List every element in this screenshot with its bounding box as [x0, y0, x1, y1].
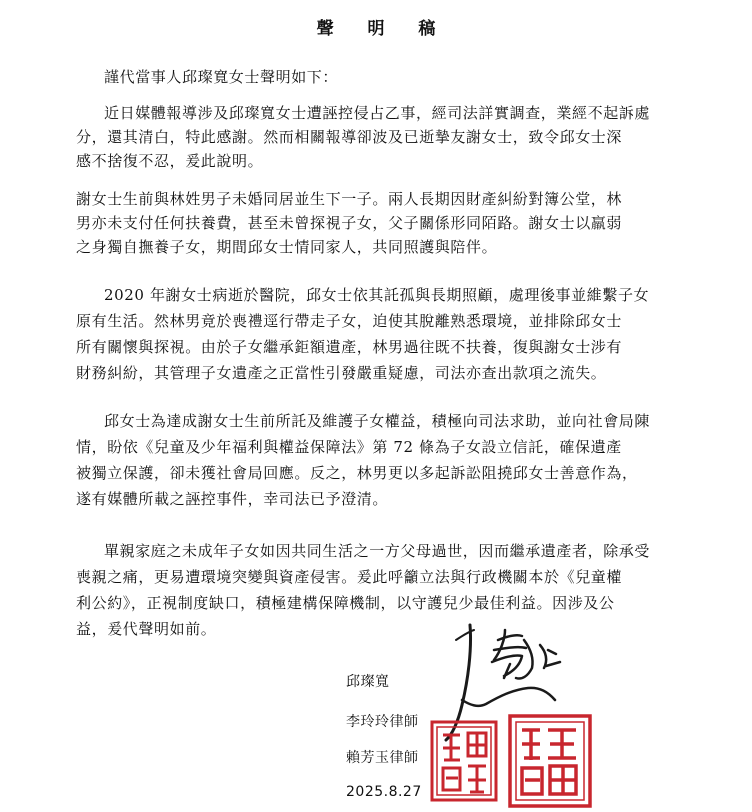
paragraph-2-line-1: 謝女士生前與林姓男子未婚同居並生下一子。兩人長期因財產糾紛對簿公堂，林: [76, 190, 623, 208]
signatory-1: 邱璨寬: [346, 674, 390, 690]
paragraph-2-line-3: 之身獨自撫養子女，期間邱女士情同家人，共同照護與陪伴。: [76, 238, 498, 256]
paragraph-5-line-4: 益，爰代聲明如前。: [76, 620, 217, 638]
signatory-2: 李玲玲律師: [346, 714, 419, 730]
paragraph-1-line-2: 分，還其清白，特此感謝。然而相關報導卻波及已逝摯友謝女士，致令邱女士深: [76, 128, 623, 146]
signatory-3: 賴芳玉律師: [346, 750, 419, 766]
seal-right-stamp: [510, 716, 590, 806]
paragraph-5-line-2: 喪親之痛，更易遭環境突變與資產侵害。爰此呼籲立法與行政機關本於《兒童權: [76, 568, 623, 586]
paragraph-1-line-3: 感不捨復不忍，爰此說明。: [76, 152, 264, 170]
seal-left-stamp: [432, 722, 496, 800]
paragraph-3-line-2: 原有生活。然林男竟於喪禮逕行帶走子女，迫使其脫離熟悉環境，並排除邱女士: [76, 312, 623, 330]
paragraph-2-line-2: 男亦未支付任何扶養費，甚至未曾探視子女，父子關係形同陌路。謝女士以羸弱: [76, 214, 623, 232]
paragraph-5-line-3: 利公約》，正視制度缺口，積極建構保障機制，以守護兒少最佳利益。因涉及公: [76, 594, 615, 612]
paragraph-5-line-1: 單親家庭之未成年子女如因共同生活之一方父母過世，因而繼承遺產者，除承受: [104, 542, 651, 560]
paragraph-4-line-4: 遂有媒體所載之誣控事件，幸司法已予澄清。: [76, 490, 389, 508]
page-title: 聲 明 稿: [316, 19, 450, 39]
paragraph-3-line-3: 所有關懷與探視。由於子女繼承鉅額遺產，林男過往既不扶養，復與謝女士涉有: [76, 338, 623, 356]
paragraph-3-line-1: 2020 年謝女士病逝於醫院，邱女士依其託孤與長期照顧，處理後事並維繫子女: [104, 286, 650, 304]
paragraph-4-line-2: 情，盼依《兒童及少年福利與權益保障法》第 72 條為子女設立信託，確保遺產: [76, 438, 622, 456]
salutation: 謹代當事人邱璨寬女士聲明如下：: [104, 68, 339, 86]
paragraph-4-line-3: 被獨立保護，卻未獲社會局回應。反之，林男更以多起訴訟阻撓邱女士善意作為，: [76, 464, 638, 482]
paragraph-4-line-1: 邱女士為達成謝女士生前所託及維護子女權益，積極向司法求助，並向社會局陳: [104, 412, 651, 430]
paragraph-3-line-4: 財務糾紛，其管理子女遺產之正當性引發嚴重疑慮，司法亦查出款項之流失。: [76, 364, 607, 382]
document-date: 2025.8.27: [346, 784, 422, 800]
paragraph-1-line-1: 近日媒體報導涉及邱璨寬女士遭誣控侵占乙事，經司法詳實調查，業經不起訴處: [104, 104, 651, 122]
